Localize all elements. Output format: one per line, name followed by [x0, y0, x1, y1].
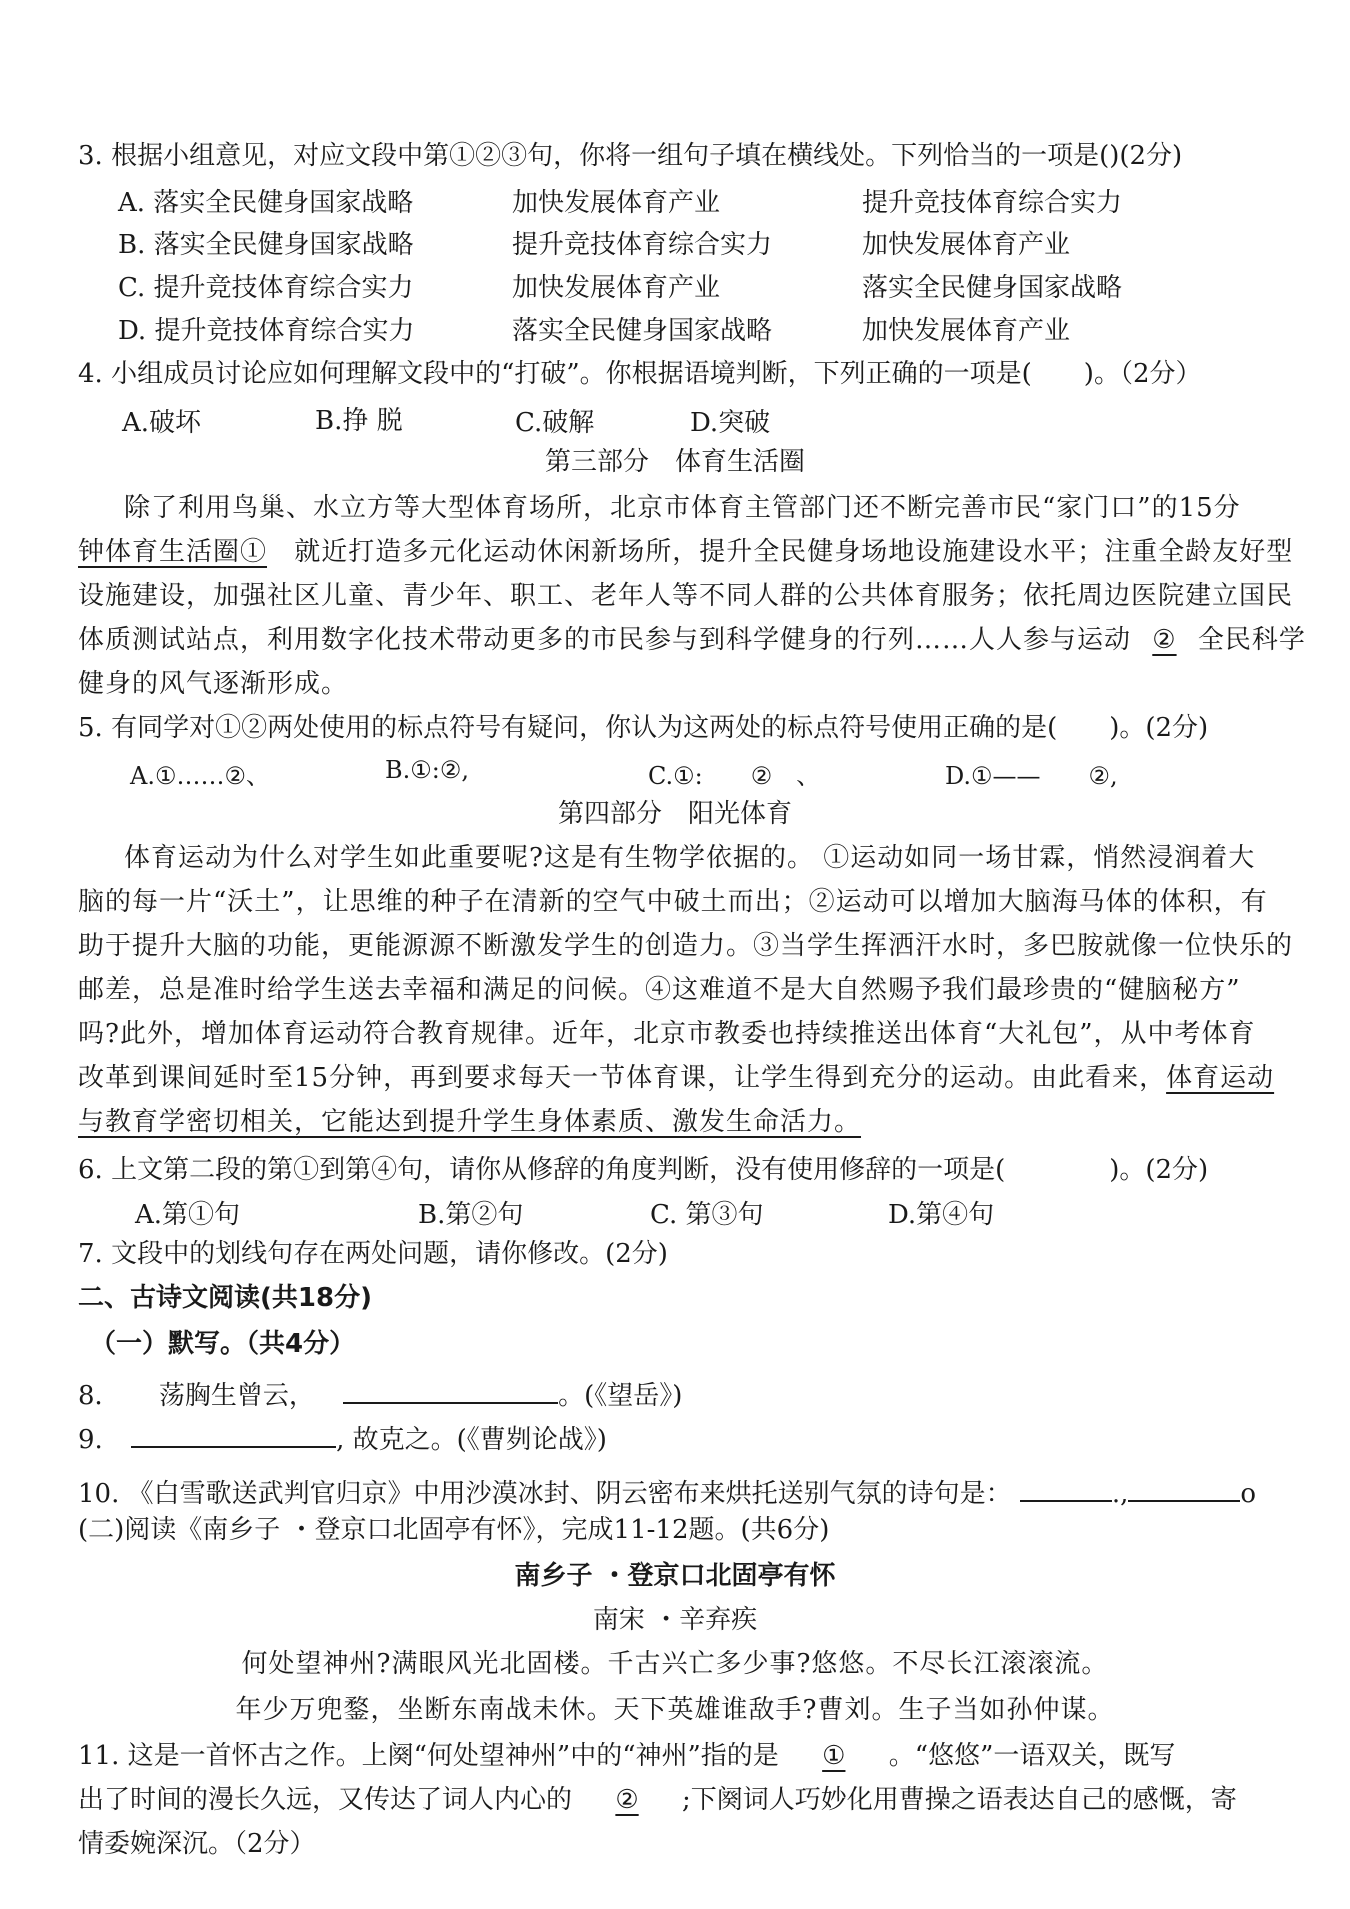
subsection1-heading: （一）默写。（共4分） [90, 1329, 356, 1359]
q11-line2 [78, 1784, 1237, 1818]
part3-line4-tail: 全民科学 [1197, 625, 1306, 655]
part4-line3: 助于提升大脑的功能，更能源源不断激发学生的创造力。③当学生挥洒汗水时，多巴胺就像一位快乐的 [78, 931, 1294, 961]
part3-title: 第三部分 体育生活圈 [544, 447, 805, 477]
subsection2-heading: (二)阅读《南乡子 ・登京口北固亭有怀》，完成11-12题。(共6分) [78, 1515, 830, 1545]
q3-option-a-3: 提升竞技体育综合实力 [862, 188, 1123, 218]
q11-text-1: 11. 这是一首怀古之作。上阕“何处望神州”中的“神州”指的是 [78, 1741, 779, 1771]
q3-option-d-2: 落实全民健身国家战略 [512, 316, 773, 346]
q5-option-b: B.①:②, [385, 756, 470, 784]
part3-line4-text: 体质测试站点，利用数字化技术带动更多的市民参与到科学健身的行列……人人参与运动 [78, 625, 1132, 655]
q4-stem: 4. 小组成员讨论应如何理解文段中的“打破”。你根据语境判断，下列正确的一项是( )。（2分） [78, 359, 1202, 389]
q3-option-a-1: A. 落实全民健身国家战略 [118, 188, 414, 218]
part4-line6-text: 改革到课间延时至15分钟，再到要求每天一节体育课，让学生得到充分的运动。由此看来， [78, 1063, 1167, 1093]
q11-blank-1[interactable]: ① [822, 1741, 846, 1771]
q3-option-a-2: 加快发展体育产业 [512, 188, 721, 218]
q5-option-a: A.①……②、 [130, 762, 270, 790]
q11-line1 [78, 1740, 1175, 1774]
q8-source: 。(《望岳》) [558, 1381, 683, 1411]
q10-answer-blank-1[interactable] [1020, 1474, 1112, 1502]
q3-option-d-3: 加快发展体育产业 [862, 316, 1071, 346]
q5-stem: 5. 有同学对①②两处使用的标点符号有疑问，你认为这两处的标点符号使用正确的是( )。(2分) [78, 713, 1209, 743]
q6-option-d: D.第④句 [888, 1200, 995, 1230]
part4-line2: 脑的每一片“沃土”，让思维的种子在清新的空气中破土而出；②运动可以增加大脑海马体的体积，有 [78, 887, 1268, 917]
q8 [78, 1376, 682, 1414]
part4-underlined-1: 体育运动 [1166, 1063, 1275, 1093]
q9-answer-blank[interactable] [131, 1420, 336, 1448]
q5-option-c: C.①: ② 、 [648, 762, 821, 790]
q3-option-b-3: 加快发展体育产业 [862, 230, 1071, 260]
part4-line5: 吗?此外，增加体育运动符合教育规律。近年，北京市教委也持续推送出体育“大礼包”，从中考体育 [78, 1019, 1256, 1049]
part3-underlined-phrase: 钟体育生活圈① [78, 537, 268, 567]
q3-option-b-1: B. 落实全民健身国家战略 [118, 230, 414, 260]
q11-blank-2[interactable]: ② [615, 1785, 639, 1815]
q9 [78, 1420, 607, 1458]
part3-line2 [78, 536, 1293, 570]
q4-option-c: C.破解 [515, 408, 595, 438]
part4-title: 第四部分 阳光体育 [557, 799, 792, 829]
q10-answer-blank-2[interactable] [1128, 1474, 1240, 1502]
q7-stem: 7. 文段中的划线句存在两处问题，请你修改。(2分) [78, 1239, 668, 1269]
q8-answer-blank[interactable] [343, 1376, 558, 1404]
part3-line5: 健身的风气逐渐形成。 [78, 669, 349, 699]
q5-option-d: D.①—— ②, [945, 762, 1118, 790]
q3-option-d-1: D. 提升竞技体育综合实力 [118, 316, 415, 346]
q10-text: 10. 《白雪歌送武判官归京》中用沙漠冰封、阴云密布来烘托送别气氛的诗句是： [78, 1479, 1012, 1509]
q4-option-d: D.突破 [690, 408, 771, 438]
q6-option-a: A.第①句 [135, 1200, 241, 1230]
q10-separator: ., [1111, 1479, 1129, 1509]
part3-mark-2: ② [1152, 625, 1177, 655]
q11-text-4: ;下阕词人巧妙化用曹操之语表达自己的感慨，寄 [682, 1785, 1237, 1815]
part4-underlined-2: 与教育学密切相关，它能达到提升学生身体素质、激发生命活力。 [78, 1107, 862, 1137]
part4-line4: 邮差，总是准时给学生送去幸福和满足的问候。④这难道不是大自然赐予我们最珍贵的“健脑秘方” [78, 975, 1241, 1005]
poem-title: 南乡子 ・登京口北固亭有怀 [514, 1561, 836, 1591]
q4-option-a: A.破坏 [122, 408, 202, 438]
q9-source: , 故克之。(《曹刿论战》) [336, 1425, 607, 1455]
q3-option-b-2: 提升竞技体育综合实力 [512, 230, 773, 260]
poem-line-1: 何处望神州?满眼风光北固楼。千古兴亡多少事?悠悠。不尽长江滚滚流。 [241, 1649, 1109, 1679]
q10 [78, 1474, 1256, 1512]
poem-line-2: 年少万兜鍪，坐断东南战未休。天下英雄谁敌手?曹刘。生子当如孙仲谋。 [235, 1695, 1115, 1725]
part3-line3: 设施建设，加强社区儿童、青少年、职工、老年人等不同人群的公共体育服务；依托周边医院建立国民 [78, 581, 1294, 611]
q3-option-c-3: 落实全民健身国家战略 [862, 273, 1123, 303]
section2-heading: 二、古诗文阅读(共18分) [78, 1283, 372, 1313]
part4-line6 [78, 1062, 1274, 1096]
poem-author: 南宋 ・辛弃疾 [592, 1605, 758, 1635]
q3-stem: 3. 根据小组意见，对应文段中第①②③句，你将一组句子填在横线处。下列恰当的一项是()(2分) [78, 141, 1183, 171]
part4-line1: 体育运动为什么对学生如此重要呢?这是有生物学依据的。 ①运动如同一场甘霖，悄然浸润着大 [124, 843, 1256, 873]
part3-line1: 除了利用鸟巢、水立方等大型体育场所，北京市体育主管部门还不断完善市民“家门口”的15分 [124, 493, 1241, 523]
part3-line4 [78, 624, 1306, 658]
q6-option-b: B.第②句 [418, 1200, 524, 1230]
q9-number: 9. [78, 1425, 103, 1455]
q6-stem: 6. 上文第二段的第①到第④句，请你从修辞的角度判断，没有使用修辞的一项是( )。(2分) [78, 1155, 1209, 1185]
q11-text-2: 。“悠悠”一语双关，既写 [888, 1741, 1176, 1771]
q3-option-c-1: C. 提升竞技体育综合实力 [118, 273, 414, 303]
q10-end-mark: o [1240, 1479, 1257, 1509]
q4-option-b: B.挣 脱 [315, 406, 403, 436]
part3-line2-text: 就近打造多元化运动休闲新场所，提升全民健身场地设施建设水平；注重全龄友好型 [294, 537, 1294, 567]
q6-option-c: C. 第③句 [650, 1200, 764, 1230]
q11-line3: 情委婉深沉。（2分） [78, 1829, 316, 1859]
q11-text-3: 出了时间的漫长久远，又传达了词人内心的 [78, 1785, 573, 1815]
q3-option-c-2: 加快发展体育产业 [512, 273, 721, 303]
q8-text: 荡胸生曾云， [158, 1381, 315, 1411]
q8-number: 8． [78, 1381, 121, 1411]
